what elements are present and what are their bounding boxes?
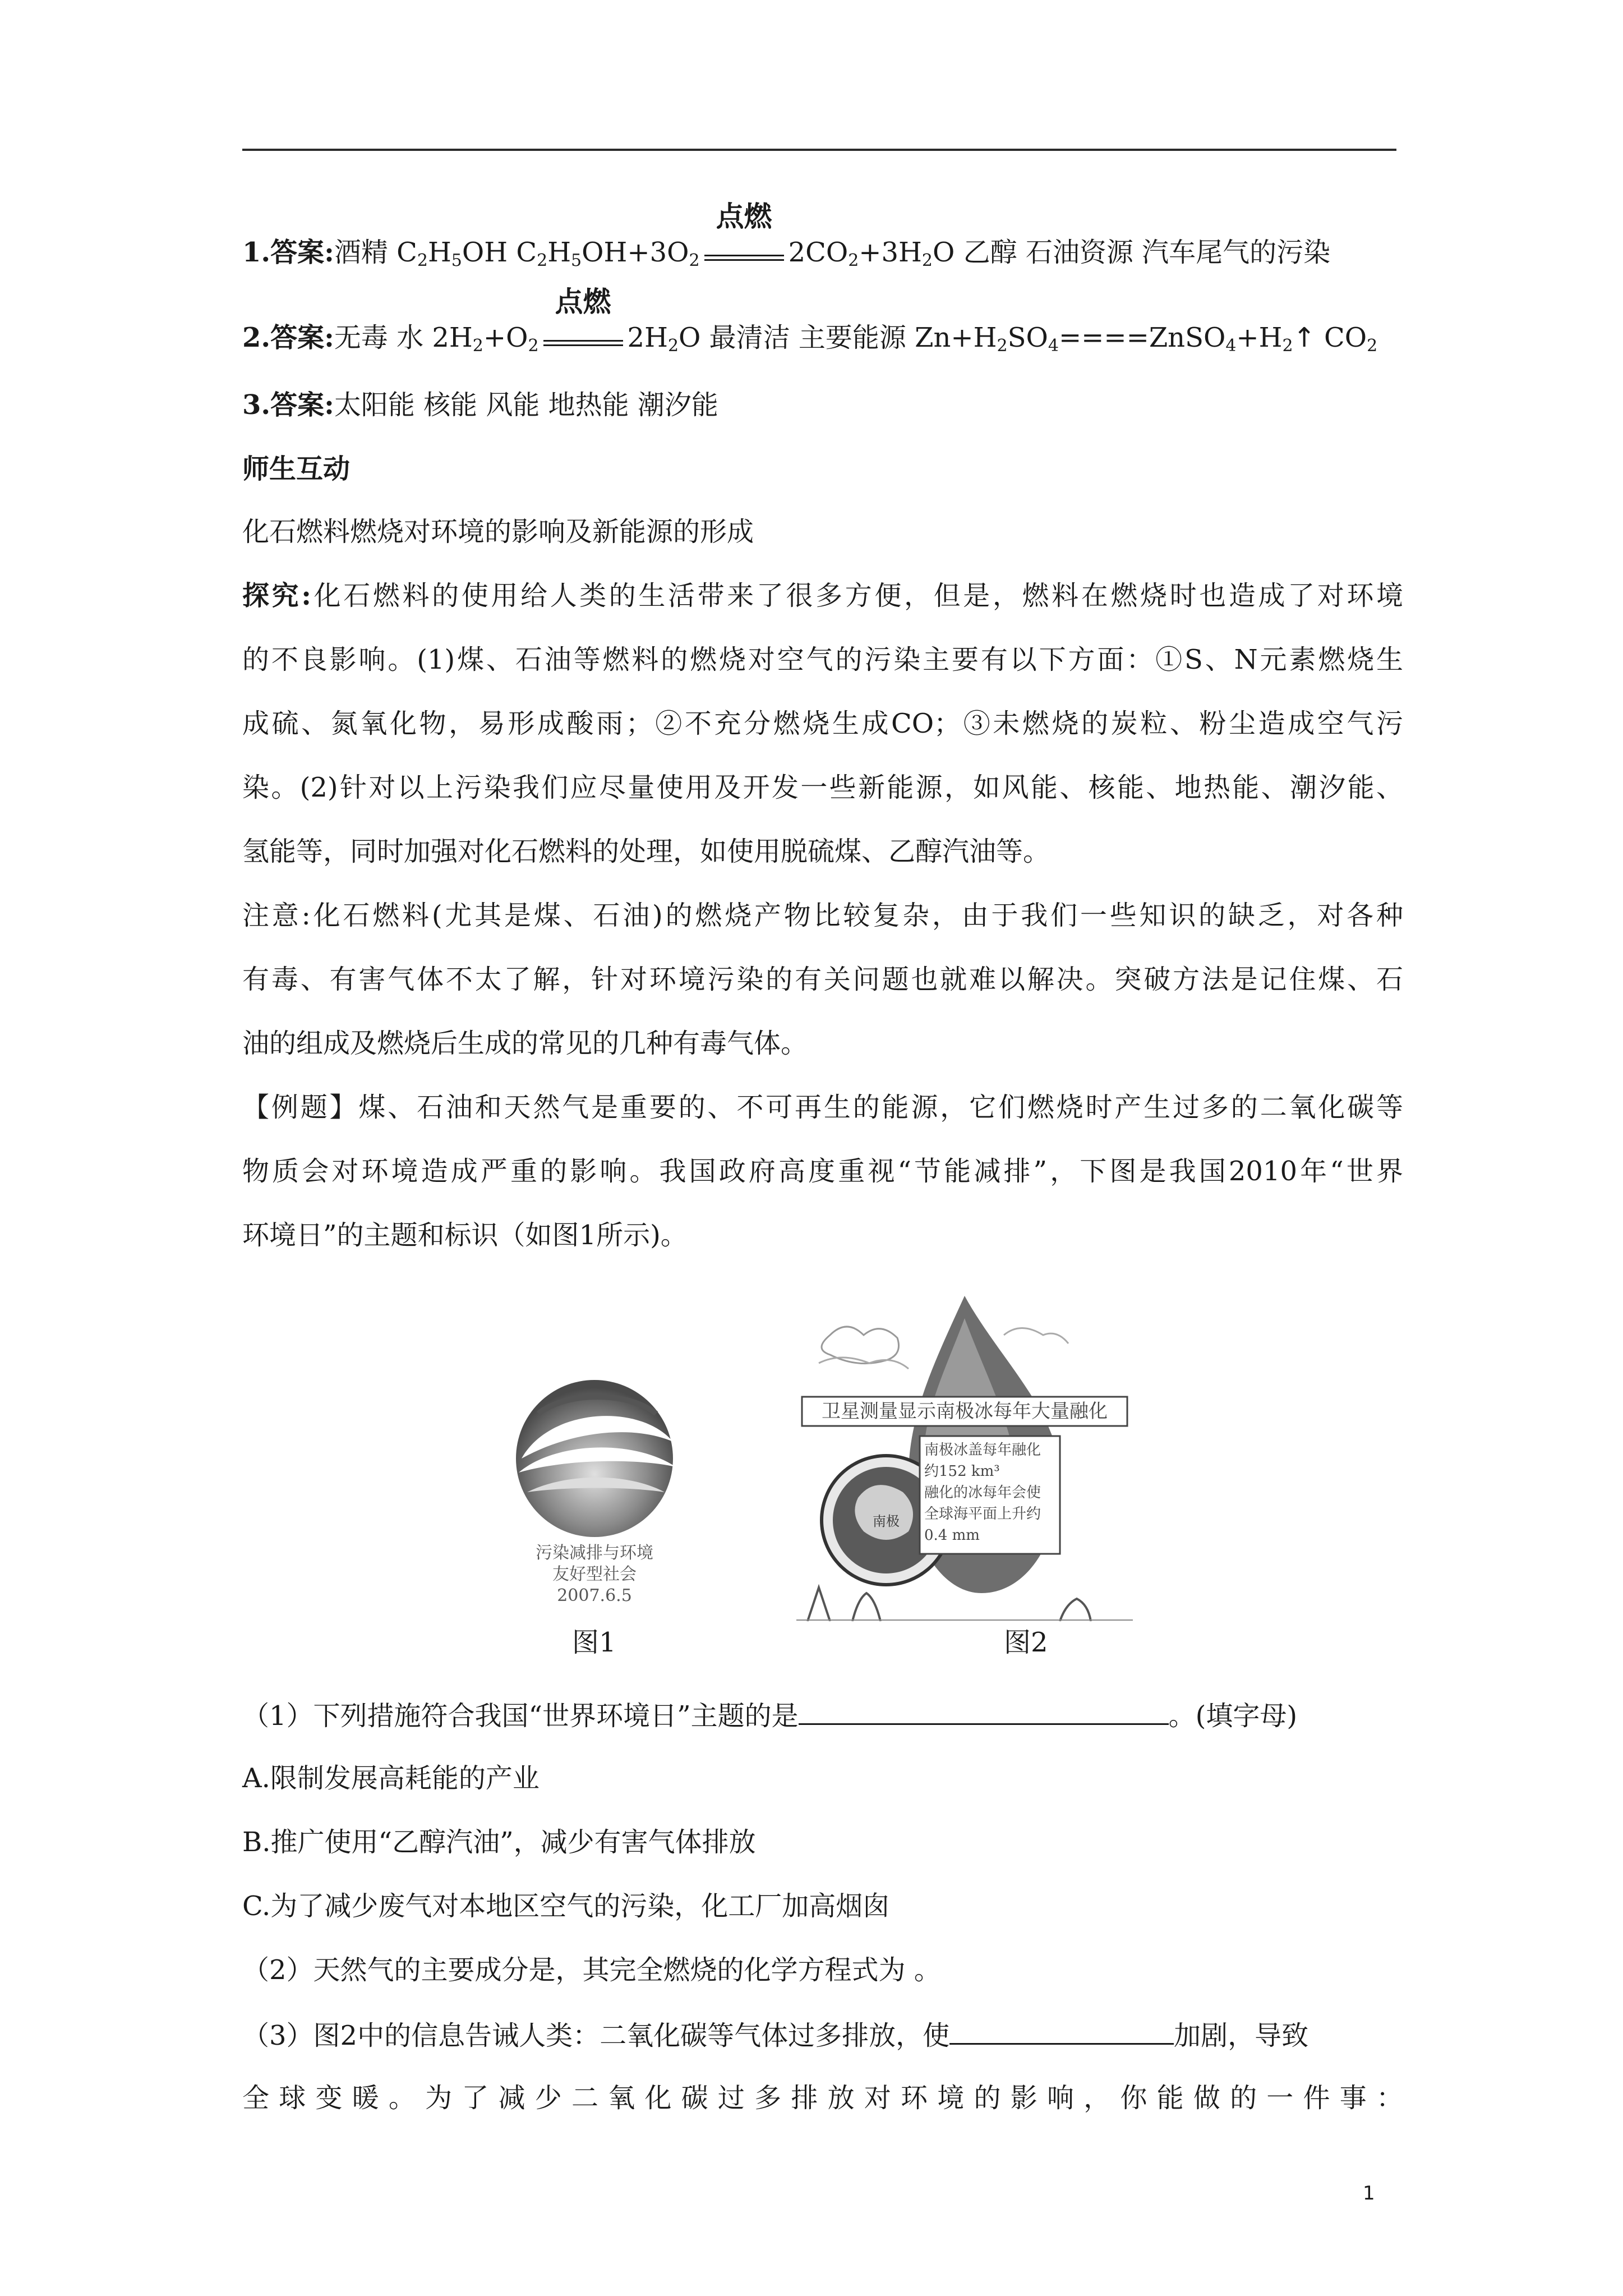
answer-2-label: 2.答案: xyxy=(242,322,334,353)
figure-2-banner: 卫星测量显示南极冰每年大量融化 xyxy=(822,1400,1108,1423)
answer-3: 3.答案:太阳能 核能 风能 地热能 潮汐能 xyxy=(242,389,718,421)
header-rule xyxy=(242,149,1396,151)
example-line-3: 环境日”的主题和标识（如图1所示)。 xyxy=(242,1220,688,1251)
explore-line-1: 探究:化石燃料的使用给人类的生活带来了很多方便，但是，燃料在燃烧时也造成了对环境 xyxy=(242,580,1403,611)
figure-2-poster xyxy=(796,1285,1133,1621)
figure-1-text: 污染减排与环境 友好型社会 2007.6.5 xyxy=(536,1543,653,1605)
figure-2-globe-label: 南极 xyxy=(873,1513,900,1529)
answer-1-label: 1.答案: xyxy=(242,237,334,268)
question-3-line-1: （3）图2中的信息告诫人类：二氧化碳等气体过多排放，使 加剧，导致 xyxy=(242,2014,1403,2056)
reaction-condition: 点燃 xyxy=(702,232,786,273)
answer-2: 2.答案:无毒 水 $2H_2+O_2$ 点燃 $2H_2O$ 最清洁 主要能源 $Zn+H_2SO_4====ZnSO_4+H_2↑$ $CO_2$ xyxy=(242,318,1403,358)
figure-1-caption: 图1 xyxy=(572,1627,616,1658)
note-line-1: 注意:化石燃料(尤其是煤、石油)的燃烧产物比较复杂，由于我们一些知识的缺乏，对各种 xyxy=(242,900,1403,931)
question-2: （2）天然气的主要成分是，其完全燃烧的化学方程式为 。 xyxy=(242,1954,941,1986)
explore-line-5: 氢能等，同时加强对化石燃料的处理，如使用脱硫煤、乙醇汽油等。 xyxy=(242,836,1050,867)
figure-2-caption: 图2 xyxy=(1004,1627,1048,1658)
question-3-line-2: 全球变暖。为了减少二氧化碳过多排放对环境的影响，你能做的一件事： xyxy=(242,2082,1403,2114)
page-number: 1 xyxy=(1363,2182,1375,2205)
section-title: 师生互动 xyxy=(242,453,351,485)
gas-arrow-icon: ↑ xyxy=(1293,322,1316,353)
explore-line-4: 染。(2)针对以上污染我们应尽量使用及开发一些新能源，如风能、核能、地热能、潮汐能、 xyxy=(242,772,1403,803)
option-c: C.为了减少废气对本地区空气的污染，化工厂加高烟囱 xyxy=(242,1890,890,1922)
environment-day-logo-icon xyxy=(505,1374,684,1543)
question-1: （1）下列措施符合我国“世界环境日”主题的是 。(填字母) xyxy=(242,1694,1403,1736)
example-line-2: 物质会对环境造成严重的影响。我国政府高度重视“节能减排”，下图是我国2010年“世界 xyxy=(242,1156,1403,1187)
option-a: A.限制发展高耗能的产业 xyxy=(242,1763,540,1794)
reaction-condition: 点燃 xyxy=(541,318,625,358)
note-line-3: 油的组成及燃烧后生成的常见的几种有毒气体。 xyxy=(242,1028,808,1059)
answer-1: 1.答案:酒精 $C_2H_5OH$ $C_2H_5OH+3O_2$ 点燃 $2CO_2+3H_2O$ 乙醇 石油资源 汽车尾气的污染 xyxy=(242,232,1403,273)
note-line-2: 有毒、有害气体不太了解，针对环境污染的有关问题也就难以解决。突破方法是记住煤、石 xyxy=(242,964,1403,995)
explore-line-2: 的不良影响。(1)煤、石油等燃料的燃烧对空气的污染主要有以下方面：①S、N元素燃烧生 xyxy=(242,644,1403,675)
figure-2-info-box: 南极冰盖每年融化 约152 km³ 融化的冰每年会使 全球海平面上升约 0.4 mm xyxy=(924,1442,1041,1544)
example-line-1: 【例题】煤、石油和天然气是重要的、不可再生的能源，它们燃烧时产生过多的二氧化碳等 xyxy=(242,1092,1403,1123)
answer-blank xyxy=(799,1694,1169,1725)
answer-blank xyxy=(949,2014,1174,2045)
explore-line-3: 成硫、氮氧化物，易形成酸雨；②不充分燃烧生成CO；③未燃烧的炭粒、粉尘造成空气污 xyxy=(242,708,1403,739)
subheading: 化石燃料燃烧对环境的影响及新能源的形成 xyxy=(242,516,754,547)
option-b: B.推广使用“乙醇汽油”，减少有害气体排放 xyxy=(242,1826,756,1858)
figure-1-logo xyxy=(505,1374,684,1610)
